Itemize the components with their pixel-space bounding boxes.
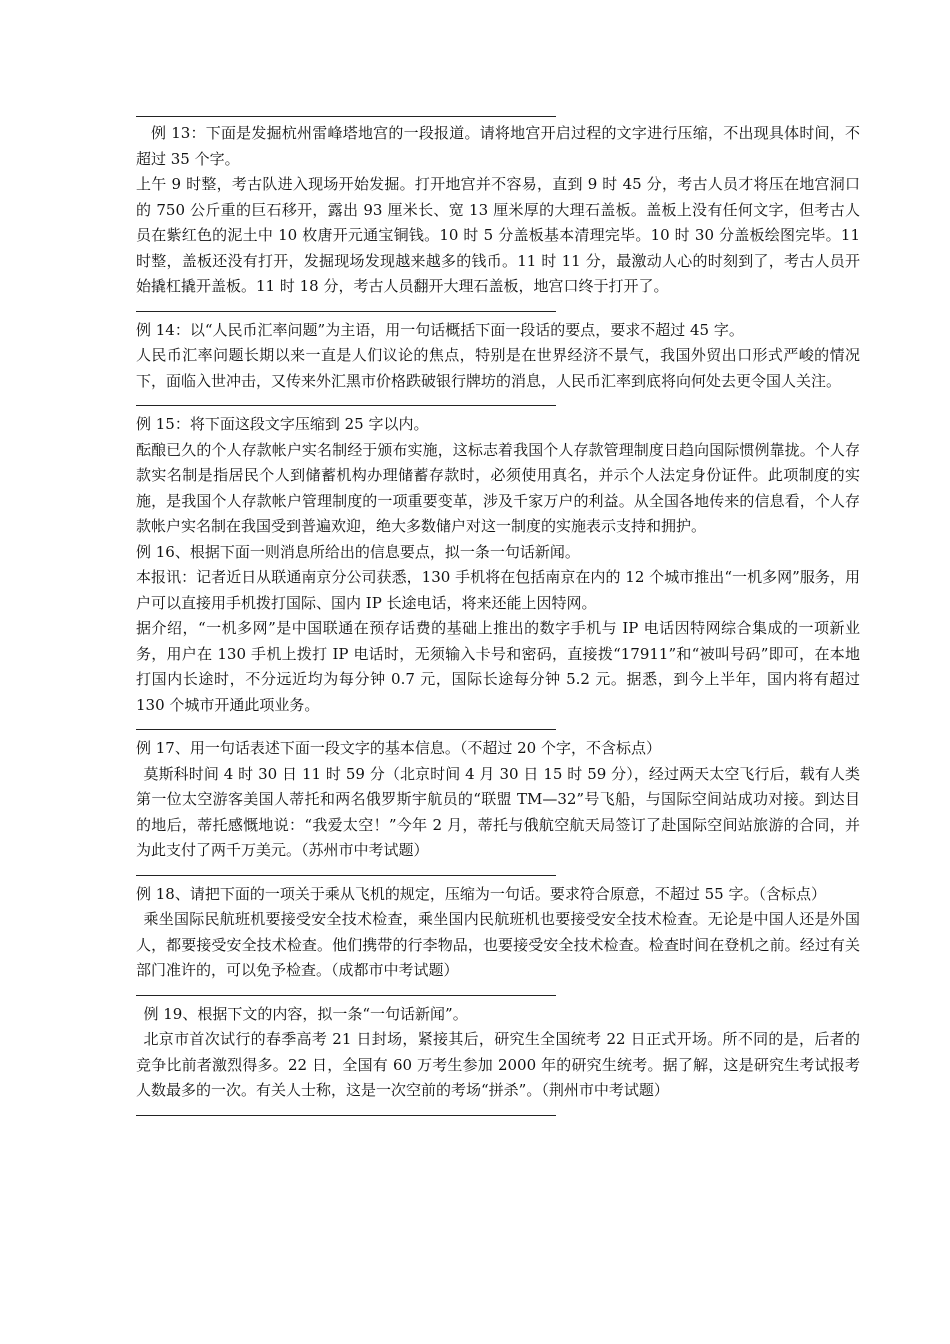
example-16 [136, 540, 860, 719]
example-19-passage: 北京市首次试行的春季高考 21 日封场，紧接其后，研究生全国统考 22 日正式开场。所不同的是，后者的竞争比前者激烈得多。22 日，全国有 60 万考生参加 2000 年的研究生统考。据了解，这是研究生考试报考人数最多的一次。有关人士称，这是一次空前的考场“拼杀”。（荆州市中考试题） [136, 1030, 860, 1099]
example-15 [136, 412, 860, 540]
example-15-question: 例 15：将下面这段文字压缩到 25 字以内。 [136, 415, 429, 433]
example-15-passage: 酝酿已久的个人存款帐户实名制经于颁布实施，这标志着我国个人存款管理制度日趋向国际惯例靠拢。个人存款实名制是指居民个人到储蓄机构办理储蓄存款时，必须使用真名，并示个人法定身份证件。此项制度的实施，是我国个人存款帐户管理制度的一项重要变革，涉及千家万户的利益。从全国各地传来的信息看，个人存款帐户实名制在我国受到普遍欢迎，绝大多数储户对这一制度的实施表示支持和拥护。 [136, 440, 860, 535]
answer-line [136, 116, 556, 117]
example-17-passage: 莫斯科时间 4 时 30 日 11 时 59 分（北京时间 4 月 30 日 15 时 59 分），经过两天太空飞行后，载有人类第一位太空游客美国人蒂托和两名俄罗斯宇航员的“联盟 TM—32”号飞船，与国际空间站成功对接。到达目的地后，蒂托感慨地说：“我爱太空！”今年 2 月，蒂托与俄航空航天局签订了赴国际空间站旅游的合同，并为此支付了两千万美元。（苏州市中考试题） [136, 764, 860, 859]
answer-line [136, 875, 556, 876]
example-16-paragraph-1: 本报讯：记者近日从联通南京分公司获悉，130 手机将在包括南京在内的 12 个城市推出“一机多网”服务，用户可以直接用手机拨打国际、国内 IP 长途电话，将来还能上因特网。 [136, 568, 860, 612]
document-page [136, 116, 860, 1122]
example-17-question: 例 17、用一句话表述下面一段文字的基本信息。（不超过 20 个字，不含标点） [136, 739, 661, 757]
example-14-question: 例 14：以“人民币汇率问题”为主语，用一句话概括下面一段话的要点，要求不超过 45 字。 [136, 320, 744, 339]
example-13-passage: 上午 9 时整，考古队进入现场开始发掘。打开地宫并不容易，直到 9 时 45 分，考古人员才将压在地宫洞口的 750 公斤重的巨石移开，露出 93 厘米长、宽 13 厘米厚的大理石盖板。盖板上没有任何文字，但考古人员在紫红色的泥土中 10 枚唐开元通宝铜钱。10 时 5 分盖板基本清理完毕。10 时 30 分盖板绘图完毕。11 时整，盖板还没有打开，发掘现场发现越来越多的钱币。11 时 11 分，最激动人心的时刻到了，考古人员开始撬杠撬开盖板。11 时 18 分，考古人员翻开大理石盖板，地宫口终于打开了。 [136, 175, 860, 295]
example-18 [136, 882, 860, 984]
answer-line [136, 995, 556, 996]
example-19-question: 例 19、根据下文的内容，拟一条“一句话新闻”。 [143, 1004, 468, 1023]
example-13 [136, 121, 860, 300]
answer-line [136, 311, 556, 312]
example-14 [136, 318, 860, 395]
example-16-paragraph-2: 据介绍，“一机多网”是中国联通在预存话费的基础上推出的数字手机与 IP 电话因特网综合集成的一项新业务，用户在 130 手机上拨打 IP 电话时，无须输入卡号和密码，直接拨“17911”和“被叫号码”即可，在本地打国内长途时，不分远近均为每分钟 0.7 元，国际长途每分钟 5.2 元。据悉，到今上半年，国内将有超过 130 个城市开通此项业务。 [136, 619, 860, 714]
example-19 [136, 1002, 860, 1104]
example-13-question: 例 13：下面是发掘杭州雷峰塔地宫的一段报道。请将地宫开启过程的文字进行压缩，不出现具体时间，不超过 35 个字。 [136, 124, 860, 168]
answer-line [136, 729, 556, 730]
example-14-passage: 人民币汇率问题长期以来一直是人们议论的焦点，特别是在世界经济不景气，我国外贸出口形式严峻的情况下，面临入世冲击，又传来外汇黑市价格跌破银行牌坊的消息，人民币汇率到底将向何处去更令国人关注。 [136, 346, 860, 390]
answer-line [136, 405, 556, 406]
answer-line [136, 1115, 556, 1116]
example-16-question: 例 16、根据下面一则消息所给出的信息要点，拟一条一句话新闻。 [136, 542, 580, 561]
example-18-passage: 乘坐国际民航班机要接受安全技术检查，乘坐国内民航班机也要接受安全技术检查。无论是中国人还是外国人，都要接受安全技术检查。他们携带的行李物品，也要接受安全技术检查。检查时间在登机之前。经过有关部门准许的，可以免予检查。（成都市中考试题） [136, 910, 860, 979]
example-18-question: 例 18、请把下面的一项关于乘从飞机的规定，压缩为一句话。要求符合原意，不超过 55 字。（含标点） [136, 884, 826, 903]
example-17 [136, 736, 860, 864]
